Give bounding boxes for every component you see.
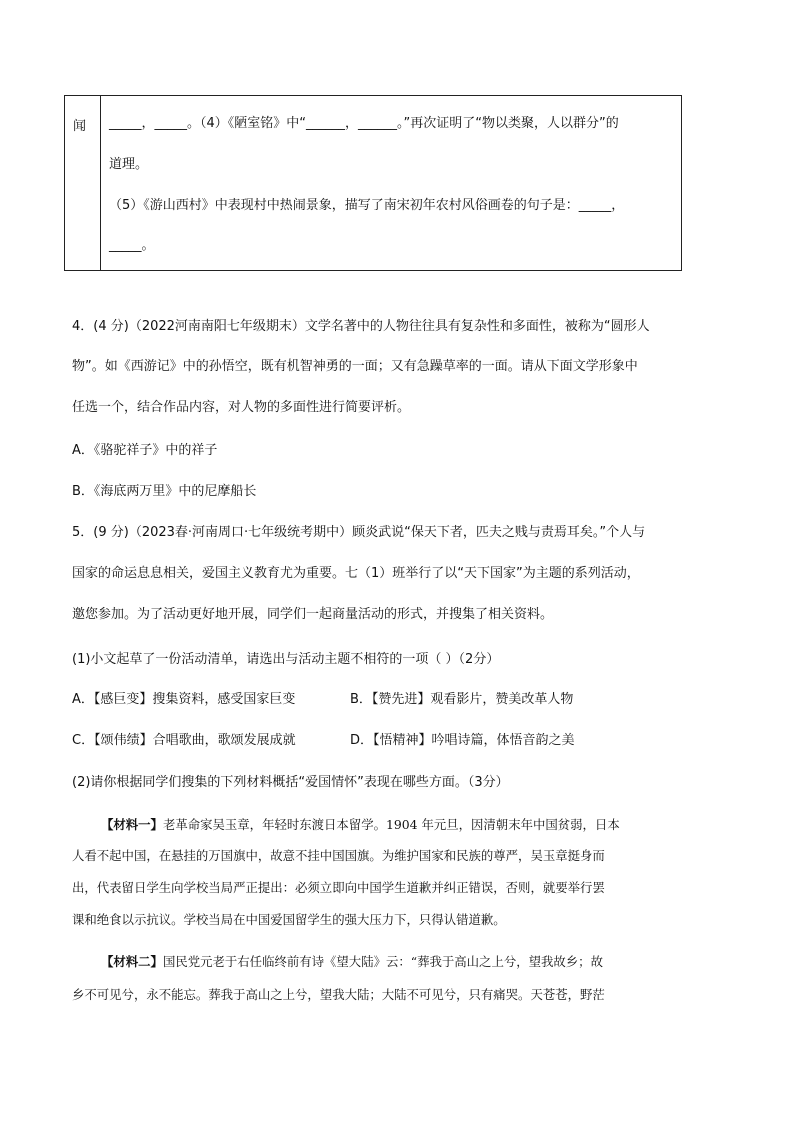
q5-choice-d: D．【悟精神】吟唱诗篇，体悟音韵之美 — [350, 733, 575, 748]
q4-line-3: 任选一个，结合作品内容，对人物的多面性进行简要评析。 — [72, 400, 411, 415]
material-1-line-2: 人看不起中国，在悬挂的万国旗中，故意不挂中国国旗。为维护国家和民族的尊严，吴玉章挺身而 — [72, 848, 605, 863]
material-1-line-3: 出，代表留日学生向学校当局严正提出：必须立即向中国学生道歉并纠正错误，否则，就要举行罢 — [72, 880, 605, 895]
material-1-line-1 — [101, 815, 620, 835]
material-2-line-1 — [101, 952, 603, 972]
q4-option-a: A．《骆驼祥子》中的祥子 — [72, 443, 218, 458]
q5-choice-c: C．【颂伟绩】合唱歌曲，歌颂发展成就 — [72, 733, 296, 748]
q5-choice-a: A．【感巨变】搜集资料，感受国家巨变 — [72, 692, 296, 707]
q5-line-3: 邀您参加。为了活动更好地开展，同学们一起商量活动的形式，并搜集了相关资料。 — [72, 607, 554, 622]
table-label-cell — [65, 96, 101, 270]
q5-choice-b: B．【赞先进】观看影片，赞美改革人物 — [350, 692, 574, 707]
table-content-cell — [101, 96, 681, 270]
material-2-line-2: 乡不可见兮，永不能忘。葬我于高山之上兮，望我大陆；大陆不可见兮，只有痛哭。天苍苍，野茫 — [72, 987, 605, 1002]
table-line-2: 道理。 — [109, 157, 149, 172]
material-1-title: 【材料一】 — [101, 817, 163, 832]
table-line-3: （5）《游山西村》中表现村中热闹景象，描写了南宋初年农村风俗画卷的句子是：_____， — [109, 198, 625, 213]
material-1-text-1: 老革命家吴玉章，年轻时东渡日本留学。1904 年元旦，因清朝末年中国贫弱，日本 — [162, 817, 620, 832]
table-line-4: _____。 — [109, 238, 155, 253]
q5-sub-question-2: (2)请你根据同学们搜集的下列材料概括“爱国情怀”表现在哪些方面。（3分） — [72, 775, 509, 790]
table-line-1: _____，_____。（4）《陋室铭》中“______，______。”再次证明了“物以类聚，人以群分”的 — [109, 116, 619, 131]
q4-option-b: B．《海底两万里》中的尼摩船长 — [72, 484, 257, 499]
material-2-text-1: 国民党元老于右任临终前有诗《望大陆》云：“葬我于高山之上兮，望我故乡；故 — [162, 954, 603, 969]
table-label: 闻 — [73, 119, 87, 134]
q4-line-1: 4．(4 分)（2022河南南阳七年级期末）文学名著中的人物往往具有复杂性和多面性，被称为“圆形人 — [72, 319, 650, 334]
q5-line-2: 国家的命运息息相关，爱国主义教育尤为重要。七（1）班举行了以“天下国家”为主题的系列活动， — [72, 566, 640, 581]
q5-line-1: 5．(9 分)（2023春·河南周口·七年级统考期中）顾炎武说“保天下者，匹夫之贱与责焉耳矣。”个人与 — [72, 525, 646, 540]
material-1-line-4: 课和绝食以示抗议。学校当局在中国爱国留学生的强大压力下，只得认错道歉。 — [72, 912, 506, 927]
q4-line-2: 物”。如《西游记》中的孙悟空，既有机智神勇的一面；又有急躁草率的一面。请从下面文学形象中 — [72, 359, 638, 374]
material-2-title: 【材料二】 — [101, 954, 163, 969]
question-table — [64, 95, 682, 271]
q5-sub-question-1: (1)小文起草了一份活动清单，请选出与活动主题不相符的一项（ ）（2分） — [72, 652, 500, 667]
